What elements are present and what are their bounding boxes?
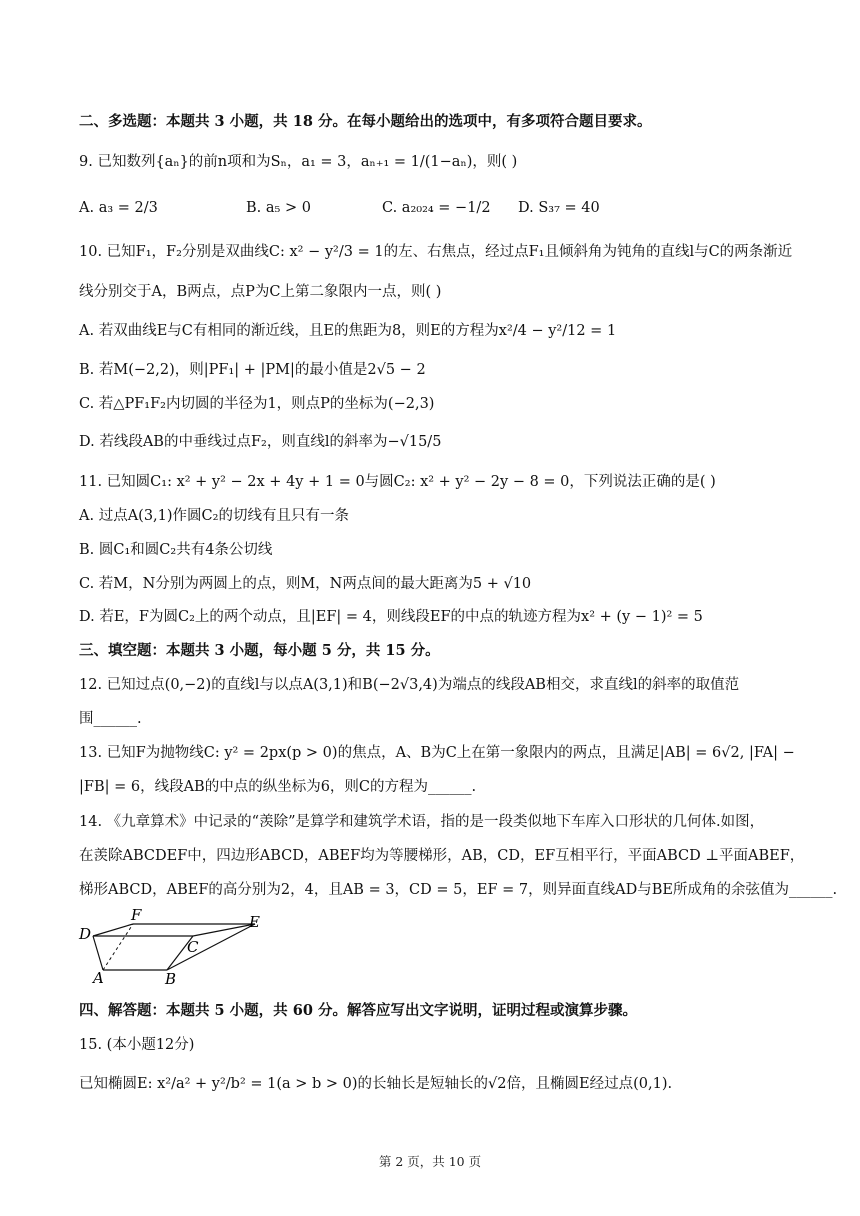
- question-14-line-1: 14. 《九章算术》中记录的“羡除”是算学和建筑学术语，指的是一段类似地下车库入口形状的几何体.如图，: [79, 814, 765, 830]
- edge-DF: [93, 924, 133, 936]
- question-9-stem: 9. 已知数列{aₙ}的前n项和为Sₙ，a₁ = 3，aₙ₊₁ = 1/(1−aₙ)，则( ): [79, 154, 518, 170]
- edge-DA: [93, 936, 103, 970]
- question-13-line-1: 13. 已知F为抛物线C: y² = 2px(p > 0)的焦点，A、B为C上在第一象限内的两点，且满足|AB| = 6√2, |FA| −: [79, 745, 795, 761]
- question-10-option-c: C. 若△PF₁F₂内切圆的半径为1，则点P的坐标为(−2,3): [79, 396, 435, 412]
- label-C: C: [187, 938, 199, 956]
- edge-BE: [167, 924, 255, 970]
- question-10-stem-line-2: 线分别交于A，B两点，点P为C上第二象限内一点，则( ): [79, 284, 442, 300]
- question-11-option-a: A. 过点A(3,1)作圆C₂的切线有且只有一条: [79, 508, 349, 524]
- question-9-option-b: B. a₅ > 0: [246, 200, 311, 216]
- question-12-line-2: 围______.: [79, 711, 142, 727]
- question-15-line-1: 已知椭圆E: x²/a² + y²/b² = 1(a > b > 0)的长轴长是短轴长的√2倍，且椭圆E经过点(0,1).: [79, 1076, 673, 1092]
- label-F: F: [131, 908, 142, 924]
- question-11-stem: 11. 已知圆C₁: x² + y² − 2x + 4y + 1 = 0与圆C₂: x² + y² − 2y − 8 = 0，下列说法正确的是( ): [79, 474, 716, 490]
- question-10-option-a: A. 若双曲线E与C有相同的渐近线，且E的焦距为8，则E的方程为x²/4 − y²/12 = 1: [79, 323, 617, 339]
- label-B: B: [165, 970, 177, 988]
- question-13-line-2: |FB| = 6，线段AB的中点的纵坐标为6，则C的方程为______.: [79, 779, 477, 795]
- question-9-option-a: A. a₃ = 2/3: [79, 200, 158, 216]
- edge-CE: [193, 924, 255, 936]
- question-10-option-b: B. 若M(−2,2)，则|PF₁| + |PM|的最小值是2√5 − 2: [79, 362, 426, 378]
- question-11-option-c: C. 若M，N分别为两圆上的点，则M，N两点间的最大距离为5 + √10: [79, 576, 532, 592]
- question-12-line-1: 12. 已知过点(0,−2)的直线l与以点A(3,1)和B(−2√3,4)为端点的线段AB相交，求直线l的斜率的取值范: [79, 677, 740, 693]
- question-9-option-d: D. S₃₇ = 40: [518, 200, 600, 216]
- question-14-figure: [75, 908, 275, 988]
- question-10-option-d: D. 若线段AB的中垂线过点F₂，则直线l的斜率为−√15/5: [79, 434, 442, 450]
- page-footer: 第 2 页，共 10 页: [378, 1154, 482, 1169]
- section-4-heading: 四、解答题：本题共 5 小题，共 60 分。解答应写出文字说明，证明过程或演算步骤。: [79, 1002, 637, 1019]
- question-14-line-2: 在羡除ABCDEF中，四边形ABCD，ABEF均为等腰梯形，AB，CD，EF互相平行，平面ABCD ⊥平面ABEF，: [79, 848, 805, 864]
- question-15-title: 15. (本小题12分): [79, 1037, 195, 1053]
- question-10-stem-line-1: 10. 已知F₁，F₂分别是双曲线C: x² − y²/3 = 1的左、右焦点，经过点F₁且倾斜角为钝角的直线l与C的两条渐近: [79, 244, 793, 260]
- question-9-option-c: C. a₂₀₂₄ = −1/2: [382, 200, 491, 216]
- edge-AF-hidden: [103, 924, 133, 970]
- section-2-heading: 二、多选题：本题共 3 小题，共 18 分。在每小题给出的选项中，有多项符合题目要求。: [79, 113, 652, 130]
- label-A: A: [93, 969, 104, 987]
- section-3-heading: 三、填空题：本题共 3 小题，每小题 5 分，共 15 分。: [79, 642, 440, 659]
- label-D: D: [79, 925, 92, 943]
- question-11-option-b: B. 圆C₁和圆C₂共有4条公切线: [79, 542, 273, 558]
- question-11-option-d: D. 若E，F为圆C₂上的两个动点，且|EF| = 4，则线段EF的中点的轨迹方程为x² + (y − 1)² = 5: [79, 609, 703, 625]
- question-14-line-3: 梯形ABCD，ABEF的高分别为2，4，且AB = 3，CD = 5，EF = 7，则异面直线AD与BE所成角的余弦值为______.: [79, 882, 838, 898]
- label-E: E: [249, 913, 260, 931]
